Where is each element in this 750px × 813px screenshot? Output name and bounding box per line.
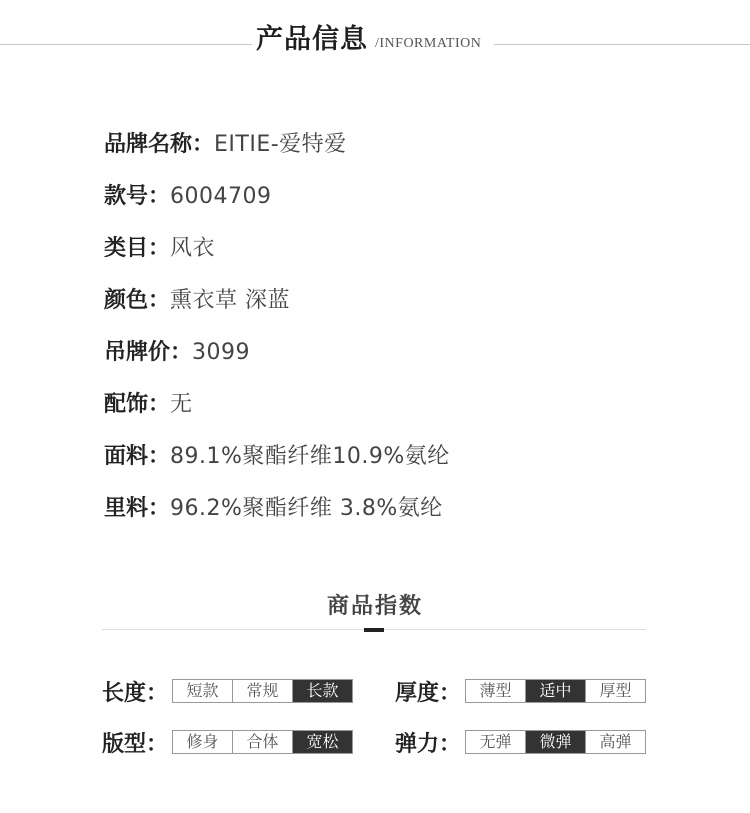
attr-fit [102, 729, 353, 755]
page-subtitle: /INFORMATION [375, 36, 482, 51]
info-row-style-number [104, 179, 450, 231]
info-row-lining [104, 491, 450, 543]
attr-option: 常规 [233, 680, 293, 702]
attr-option: 高弹 [599, 732, 632, 751]
attr-label: 厚度： [395, 680, 462, 706]
info-label: 吊牌价： [104, 340, 193, 365]
product-info-list [104, 127, 450, 543]
info-row-accessories [104, 387, 450, 439]
info-label: 款号： [104, 184, 171, 209]
info-value: 89.1%聚酯纤维10.9%氨纶 [170, 444, 450, 469]
attr-option: 微弹 [526, 731, 586, 753]
attr-option: 合体 [233, 731, 293, 753]
index-divider-accent [364, 628, 384, 632]
header-divider-left [0, 44, 252, 45]
attr-option: 修身 [173, 731, 233, 753]
attr-option: 长款 [293, 680, 352, 702]
attr-label: 版型： [102, 731, 169, 757]
attr-options [172, 730, 353, 754]
index-section-title: 商品指数 [326, 594, 423, 619]
attr-option: 无弹 [466, 731, 526, 753]
attr-option: 适中 [526, 680, 586, 702]
info-value: 熏衣草 深蓝 [170, 288, 291, 313]
attr-option: 薄型 [466, 680, 526, 702]
info-value: EITIE-爱特爱 [214, 132, 347, 157]
info-row-category [104, 231, 450, 283]
info-row-fabric [104, 439, 450, 491]
info-value: 风衣 [170, 236, 216, 261]
attr-thickness [395, 678, 646, 704]
info-label: 里料： [104, 496, 171, 521]
info-label: 面料： [104, 444, 171, 469]
attr-option: 宽松 [293, 731, 352, 753]
page-title: 产品信息 [256, 24, 368, 55]
attr-options [465, 679, 646, 703]
attr-label: 弹力： [395, 731, 462, 757]
header-divider-right [494, 44, 750, 45]
attr-options [172, 679, 353, 703]
attr-length [102, 678, 353, 704]
attr-elasticity [395, 729, 646, 755]
info-value: 3099 [192, 340, 251, 365]
attr-option: 厚型 [599, 681, 632, 700]
info-label: 品牌名称： [104, 132, 215, 157]
attr-label: 长度： [102, 680, 169, 706]
info-label: 配饰： [104, 392, 171, 417]
info-label: 颜色： [104, 288, 171, 313]
attr-option: 短款 [173, 680, 233, 702]
info-value: 96.2%聚酯纤维 3.8%氨纶 [170, 496, 443, 521]
info-value: 6004709 [170, 184, 272, 209]
info-row-color [104, 283, 450, 335]
attr-options [465, 730, 646, 754]
info-row-tag-price [104, 335, 450, 387]
info-value: 无 [170, 392, 193, 417]
info-label: 类目： [104, 236, 171, 261]
info-row-brand [104, 127, 450, 179]
